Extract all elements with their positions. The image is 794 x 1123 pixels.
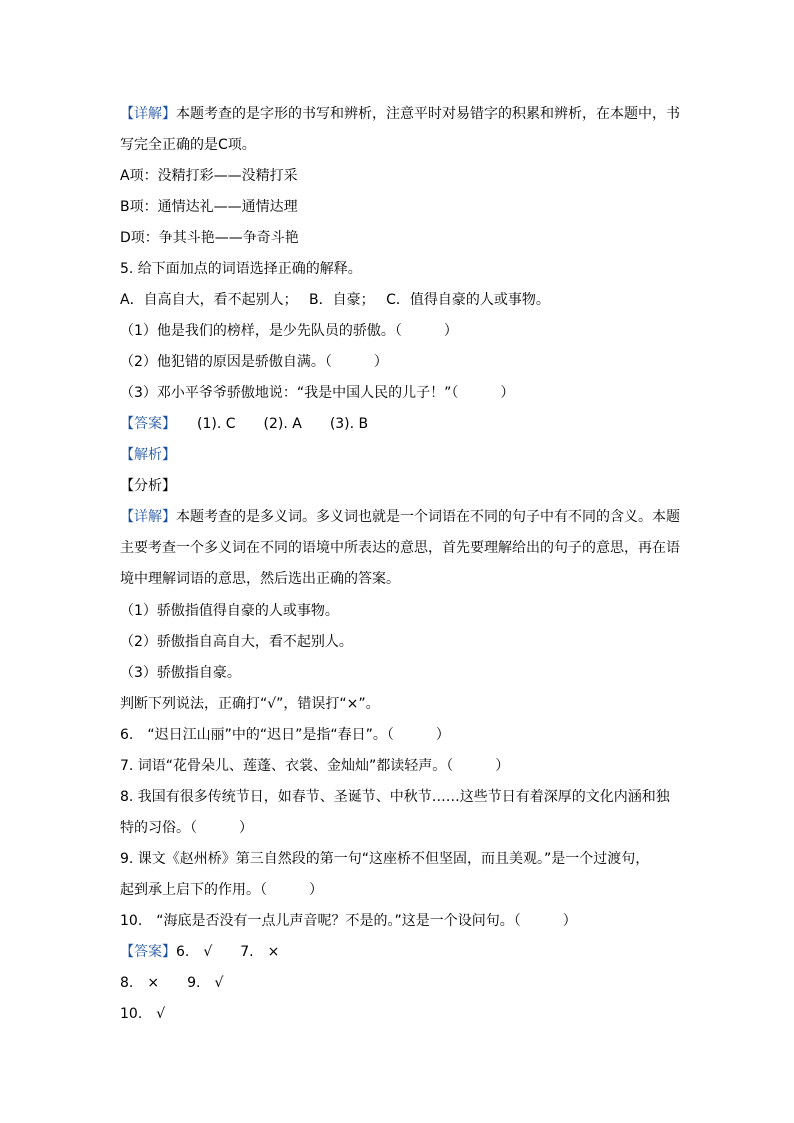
- question-9-line-2: [120, 880, 680, 900]
- line-text: 8. 我国有很多传统节日，如春节、圣诞节、中秋节……这些节日有着深厚的文化内涵和独: [120, 789, 670, 805]
- line-text: (1). C (2). A (3). B: [169, 416, 369, 432]
- answer-tag: 【答案】: [120, 416, 169, 432]
- option-d-correction: [120, 228, 680, 248]
- line-text: D项：争其斗艳——争奇斗艳: [120, 230, 299, 246]
- question-5-title: [120, 259, 680, 279]
- line-text: （2）他犯错的原因是骄傲自满。（ ）: [120, 354, 388, 370]
- question-5-item-1: [120, 321, 680, 341]
- explain-1: [120, 601, 680, 621]
- line-text: 特的习俗。（ ）: [120, 820, 253, 836]
- line-text: （3）骄傲指自豪。: [120, 665, 241, 681]
- explain-3: [120, 663, 680, 683]
- line-text: 本题考查的是多义词。多义词也就是一个词语在不同的句子中有不同的含义。本题: [176, 509, 680, 525]
- analysis-tag: 【解析】: [120, 447, 176, 463]
- question-5-options: [120, 290, 680, 310]
- line-text: B项：通情达礼——通情达理: [120, 199, 298, 215]
- fenxi-tag: 【分析】: [120, 478, 176, 494]
- option-b-correction: [120, 197, 680, 217]
- answer-line-10: [120, 1004, 680, 1024]
- analysis-line: [120, 445, 680, 465]
- line-text: 写完全正确的是C项。: [120, 137, 256, 153]
- answer-line-8-9: [120, 973, 680, 993]
- line-text: 10. √: [120, 1006, 166, 1022]
- line-text: 7. 词语“花骨朵儿、莲蓬、衣裳、金灿灿”都读轻声。（ ）: [120, 758, 510, 774]
- answer-line-6-7: [120, 942, 680, 962]
- detail-line-2: [120, 135, 680, 155]
- question-6: [120, 725, 680, 745]
- question-10: [120, 911, 680, 931]
- question-5-item-2: [120, 352, 680, 372]
- fenxi-line: [120, 476, 680, 496]
- question-7: [120, 756, 680, 776]
- line-text: A项：没精打彩——没精打采: [120, 168, 298, 184]
- judge-instructions: [120, 694, 680, 714]
- line-text: 本题考查的是字形的书写和辨析，注意平时对易错字的积累和辨析，在本题中，书: [176, 106, 680, 122]
- line-text: （1）他是我们的榜样，是少先队员的骄傲。（ ）: [120, 323, 458, 339]
- line-text: 8. × 9. √: [120, 975, 224, 991]
- detail-5-line-1: [120, 507, 680, 527]
- line-text: 10. “海底是否没有一点儿声音呢？不是的。”这是一个设问句。（ ）: [120, 913, 577, 929]
- line-text: 主要考查一个多义词在不同的语境中所表达的意思，首先要理解给出的句子的意思，再在语: [120, 540, 680, 556]
- question-8-line-2: [120, 818, 680, 838]
- option-a-correction: [120, 166, 680, 186]
- detail-tag: 【详解】: [120, 509, 176, 525]
- detail-tag: 【详解】: [120, 106, 176, 122]
- line-text: A．自高自大，看不起别人； B．自豪； C．值得自豪的人或事物。: [120, 292, 550, 308]
- line-text: （3）邓小平爷爷骄傲地说：“我是中国人民的儿子！”（ ）: [120, 385, 515, 401]
- detail-5-line-2: [120, 538, 680, 558]
- line-text: 5. 给下面加点的词语选择正确的解释。: [120, 261, 362, 277]
- answer-tag: 【答案】: [120, 944, 176, 960]
- line-text: （1）骄傲指值得自豪的人或事物。: [120, 603, 339, 619]
- question-8-line-1: [120, 787, 680, 807]
- question-5-item-3: [120, 383, 680, 403]
- line-text: 境中理解词语的意思，然后选出正确的答案。: [120, 571, 400, 587]
- line-text: 判断下列说法，正确打“√”，错误打“×”。: [120, 696, 380, 712]
- line-text: （2）骄傲指自高自大，看不起别人。: [120, 634, 353, 650]
- line-text: 9. 课文《赵州桥》第三自然段的第一句“这座桥不但坚固，而且美观。”是一个过渡句，: [120, 851, 650, 867]
- question-9-line-1: [120, 849, 680, 869]
- line-text: 起到承上启下的作用。（ ）: [120, 882, 323, 898]
- detail-5-line-3: [120, 569, 680, 589]
- detail-line-1: [120, 104, 680, 124]
- line-text: 6. √ 7. ×: [176, 944, 280, 960]
- explain-2: [120, 632, 680, 652]
- line-text: 6. “迟日江山丽”中的“迟日”是指“春日”。（ ）: [120, 727, 450, 743]
- answer-line-5: [120, 414, 680, 434]
